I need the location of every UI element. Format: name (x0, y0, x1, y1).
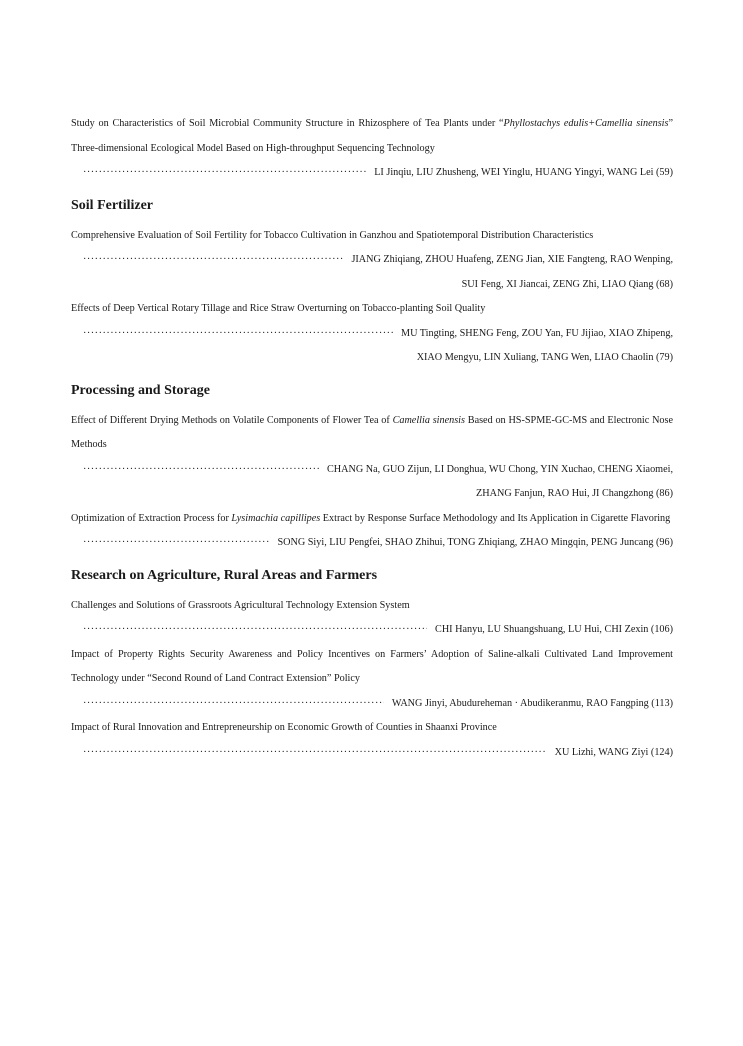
title-text: Effect of Different Drying Methods on Volatile Components of Flower Tea of (71, 414, 393, 426)
entry-authors: WANG Jinyi, Abudureheman · Abudikeranmu, RAO Fangping (113) (391, 697, 673, 709)
toc-entry (71, 224, 673, 298)
section-processing-storage (71, 381, 673, 556)
toc-entry (71, 507, 673, 556)
dot-leader (83, 161, 366, 186)
entry-authors: JIANG Zhiqiang, ZHOU Huafeng, ZENG Jian, XIE Fangteng, RAO Wenping, (351, 254, 673, 265)
entry-authors: CHI Hanyu, LU Shuangshuang, LU Hui, CHI Zexin (106) (435, 624, 673, 635)
title-species: Lysimachia capillipes (231, 512, 321, 524)
entry-authors: SONG Siyi, LIU Pengfei, SHAO Zhihui, TONG Zhiqiang, ZHAO Mingqin, PENG Juncang (96) (277, 537, 673, 548)
authors-line (71, 531, 673, 556)
entry-title: Effects of Deep Vertical Rotary Tillage and Rice Straw Overturning on Tobacco-planting Soil Quality (71, 303, 486, 314)
entry-title: Impact of Rural Innovation and Entrepreneurship on Economic Growth of Counties in Shaanxi Province (71, 722, 497, 733)
table-of-contents (71, 112, 673, 765)
entry-authors-continued: XIAO Mengyu, LIN Xuliang, TANG Wen, LIAO Chaolin (79) (416, 352, 673, 363)
authors-line (71, 618, 673, 643)
section-soil-fertilizer (71, 196, 673, 371)
entry-title (71, 507, 673, 532)
toc-entry (71, 297, 673, 371)
dot-leader (83, 618, 427, 643)
title-text: ” Three-dimensional Ecological Model Based on High-throughput Sequencing Technology (71, 118, 673, 154)
title-text: Based on HS-SPME-GC-MS and Electronic Nose Methods (71, 414, 674, 450)
section-heading: Processing and Storage (71, 382, 210, 398)
title-species: Camellia sinensis (392, 414, 465, 426)
dot-leader (83, 692, 384, 717)
section-heading: Soil Fertilizer (71, 197, 154, 213)
entry-authors: XU Lizhi, WANG Ziyi (124) (554, 746, 673, 758)
entry-title: Challenges and Solutions of Grassroots Agricultural Technology Extension System (71, 599, 410, 611)
entry-authors: LI Jinqiu, LIU Zhusheng, WEI Yinglu, HUANG Yingyi, WANG Lei (59) (374, 167, 673, 178)
title-text: Extract by Response Surface Methodology and Its Application in Cigarette Flavoring (320, 512, 671, 524)
entry-title (71, 112, 673, 161)
toc-entry (71, 112, 673, 186)
entry-authors-continued: SUI Feng, XI Jiancai, ZENG Zhi, LIAO Qiang (68) (461, 278, 673, 290)
title-species: Phyllostachys edulis+Camellia sinensis (503, 118, 669, 129)
toc-entry (71, 409, 673, 507)
entry-title: Impact of Property Rights Security Awareness and Policy Incentives on Farmers’ Adoption of Saline-alkali Cultivated Land Improvement Technology under “Second Round of Land Contract Extension” Policy (71, 648, 673, 684)
dot-leader (83, 531, 269, 556)
toc-entry (71, 594, 673, 643)
dot-leader (83, 741, 547, 766)
authors-line (71, 458, 673, 483)
dot-leader (83, 458, 319, 483)
authors-line (71, 161, 673, 186)
entry-authors: MU Tingting, SHENG Feng, ZOU Yan, FU Jijiao, XIAO Zhipeng, (401, 327, 673, 339)
title-text: Study on Characteristics of Soil Microbial Community Structure in Rhizosphere of Tea Plants under “ (71, 118, 504, 129)
section-heading: Research on Agriculture, Rural Areas and Farmers (71, 567, 378, 583)
authors-line (71, 322, 673, 347)
entry-authors: CHANG Na, GUO Zijun, LI Donghua, WU Chong, YIN Xuchao, CHENG Xiaomei, (326, 463, 673, 475)
dot-leader (83, 322, 393, 347)
toc-entry (71, 643, 673, 717)
toc-entry (71, 716, 673, 765)
authors-line (71, 741, 673, 766)
authors-line (71, 248, 673, 273)
title-text: Optimization of Extraction Process for (71, 512, 232, 524)
entry-title (71, 409, 673, 458)
section-agriculture-rural-farmers (71, 566, 673, 766)
dot-leader (83, 248, 343, 273)
authors-line (71, 692, 673, 717)
entry-authors-continued: ZHANG Fanjun, RAO Hui, JI Changzhong (86) (476, 488, 673, 499)
entry-title: Comprehensive Evaluation of Soil Fertility for Tobacco Cultivation in Ganzhou and Spatiotemporal Distribution Characteristics (71, 229, 594, 241)
